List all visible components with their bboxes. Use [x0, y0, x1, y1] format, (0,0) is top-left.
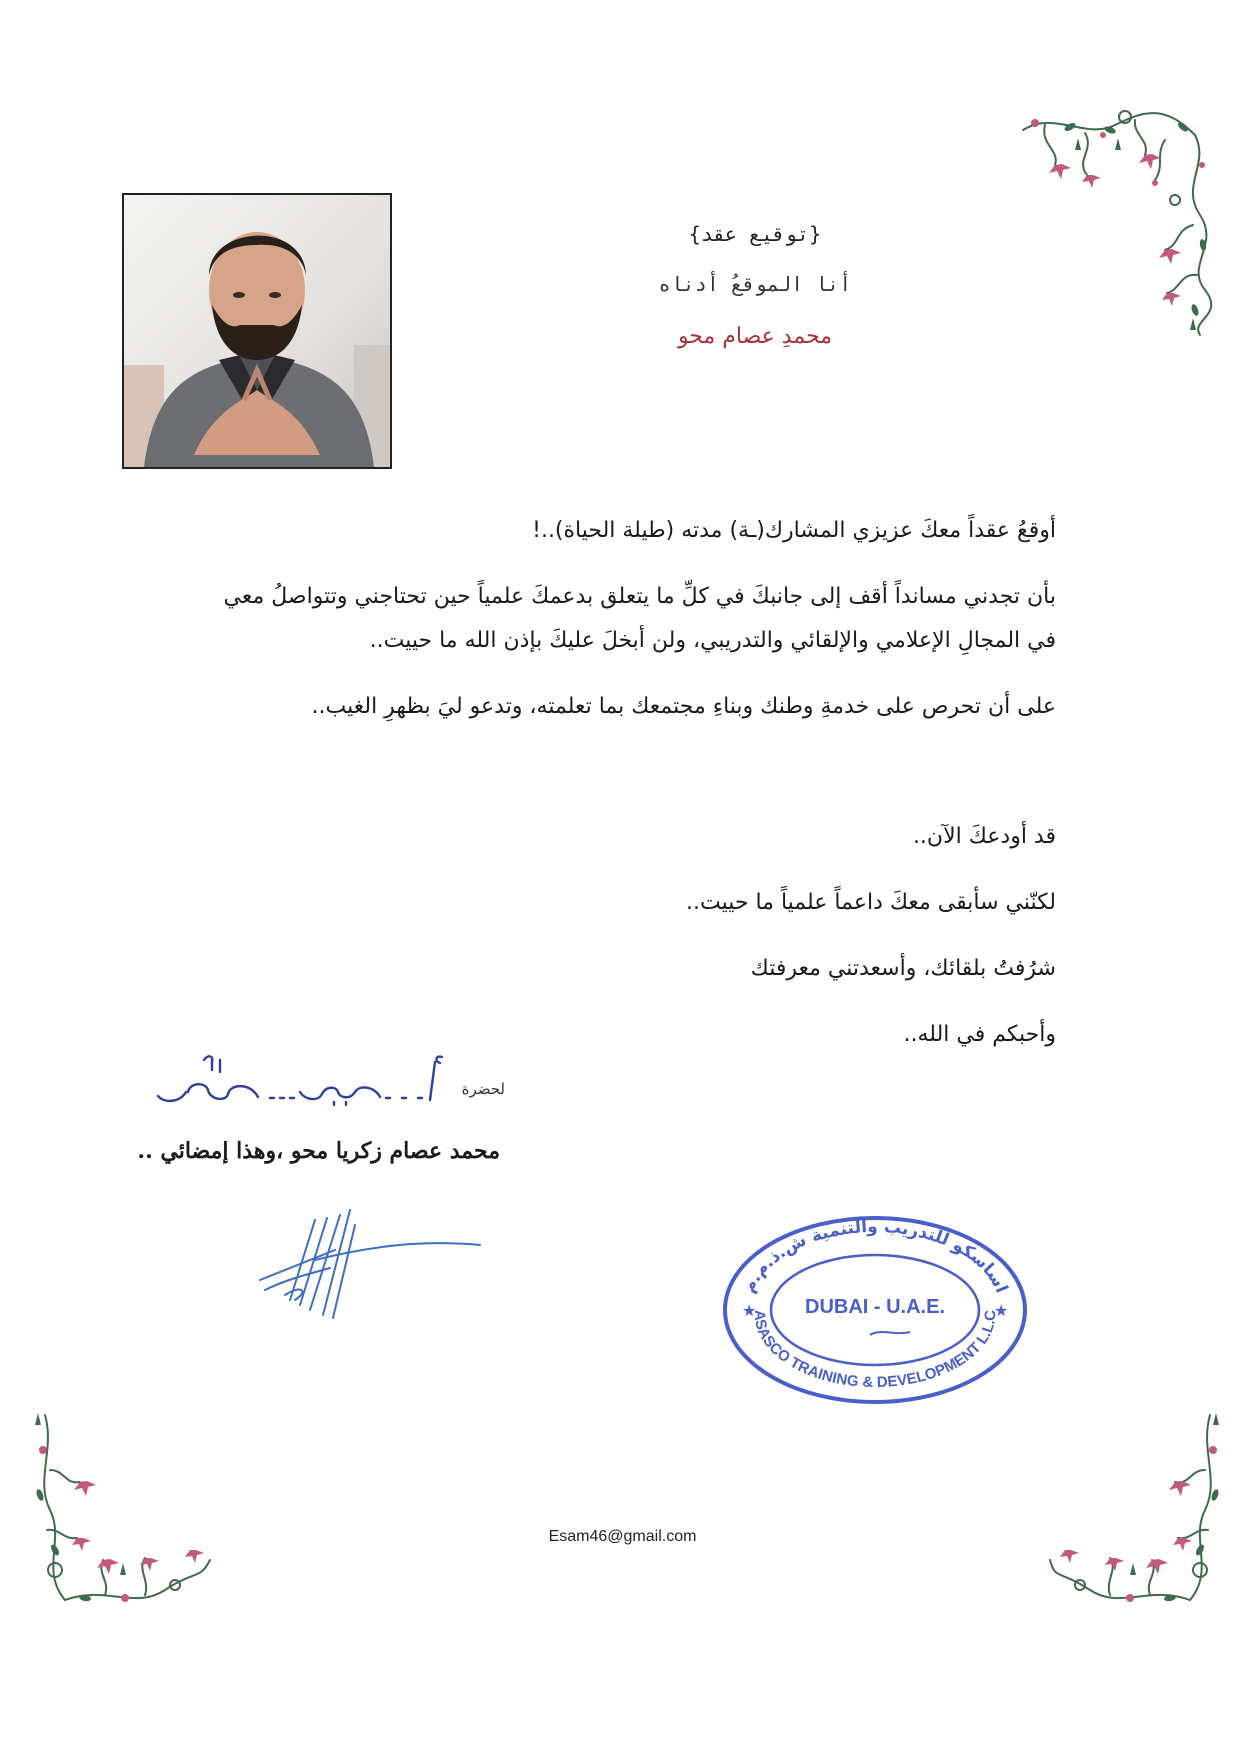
handwritten-recipient-name: [150, 1052, 450, 1112]
support-promise-line: لكنّني سأبقى معكَ داعماً علمياً ما حييت..: [686, 890, 1056, 915]
stamp-company-name: ASASCO TRAINING & DEVELOPMENT L.L.C: [750, 1309, 1000, 1392]
stamp-star-right-icon: ★: [994, 1301, 1009, 1320]
closing-line: وأحبكم في الله..: [903, 1022, 1056, 1047]
stamp-arabic-text: اساسكو للتدريب والتنمية ش.ذ.م.م: [738, 1216, 1012, 1296]
floral-ornament-bottom-left: [25, 1410, 215, 1615]
undersigned-label: أنا الموقعُ أدناه: [658, 272, 852, 296]
portrait-photo: [122, 193, 392, 469]
svg-text:ASASCO TRAINING & DEVELOPMENT: [751, 1310, 999, 1391]
contract-title: {توقيع عقد}: [688, 222, 822, 246]
attention-label: لحضرة: [461, 1080, 505, 1098]
honor-line: شرُفتُ بلقائك، وأسعدتني معرفتك: [750, 956, 1056, 981]
handwritten-signature: [255, 1200, 485, 1330]
floral-ornament-top-right: [1015, 105, 1215, 340]
floral-ornament-bottom-right: [1045, 1410, 1230, 1615]
contract-line-support: بأن تجدني مسانداً أقف إلى جانبكَ في كلِّ ما يتعلق بدعمكَ علمياً حين تحتاجني وتتواصلُ معي: [223, 584, 1056, 609]
svg-text:اساسكو للتدريب والتنمية ش.ذ.م.: [739, 1217, 1012, 1296]
farewell-line: قد أودعكَ الآن..: [912, 824, 1056, 849]
signer-name: محمدِ عصام محو: [677, 324, 833, 349]
contract-line-fields: في المجالِ الإعلامي والإلقائي والتدريبي، ولن أبخلَ عليكَ بإذن الله ما حييت..: [369, 628, 1056, 653]
stamp-city: DUBAI - U.A.E.: [805, 1296, 945, 1318]
contact-email: Esam46@gmail.com: [548, 1528, 697, 1545]
contract-line-duty: على أن تحرص على خدمةِ وطنك وبناءِ مجتمعك بما تعلمته، وتدعو ليَ بظهرِ الغيب..: [311, 694, 1056, 719]
signing-statement: محمد عصام زكريا محو ،وهذا إمضائي ..: [137, 1138, 500, 1164]
stamp-star-left-icon: ★: [742, 1301, 757, 1320]
company-stamp: [720, 1210, 1030, 1410]
contract-line-duration: أوقعُ عقداً معكَ عزيزي المشارك(ـة) مدته (طيلة الحياة)..!: [532, 518, 1056, 543]
